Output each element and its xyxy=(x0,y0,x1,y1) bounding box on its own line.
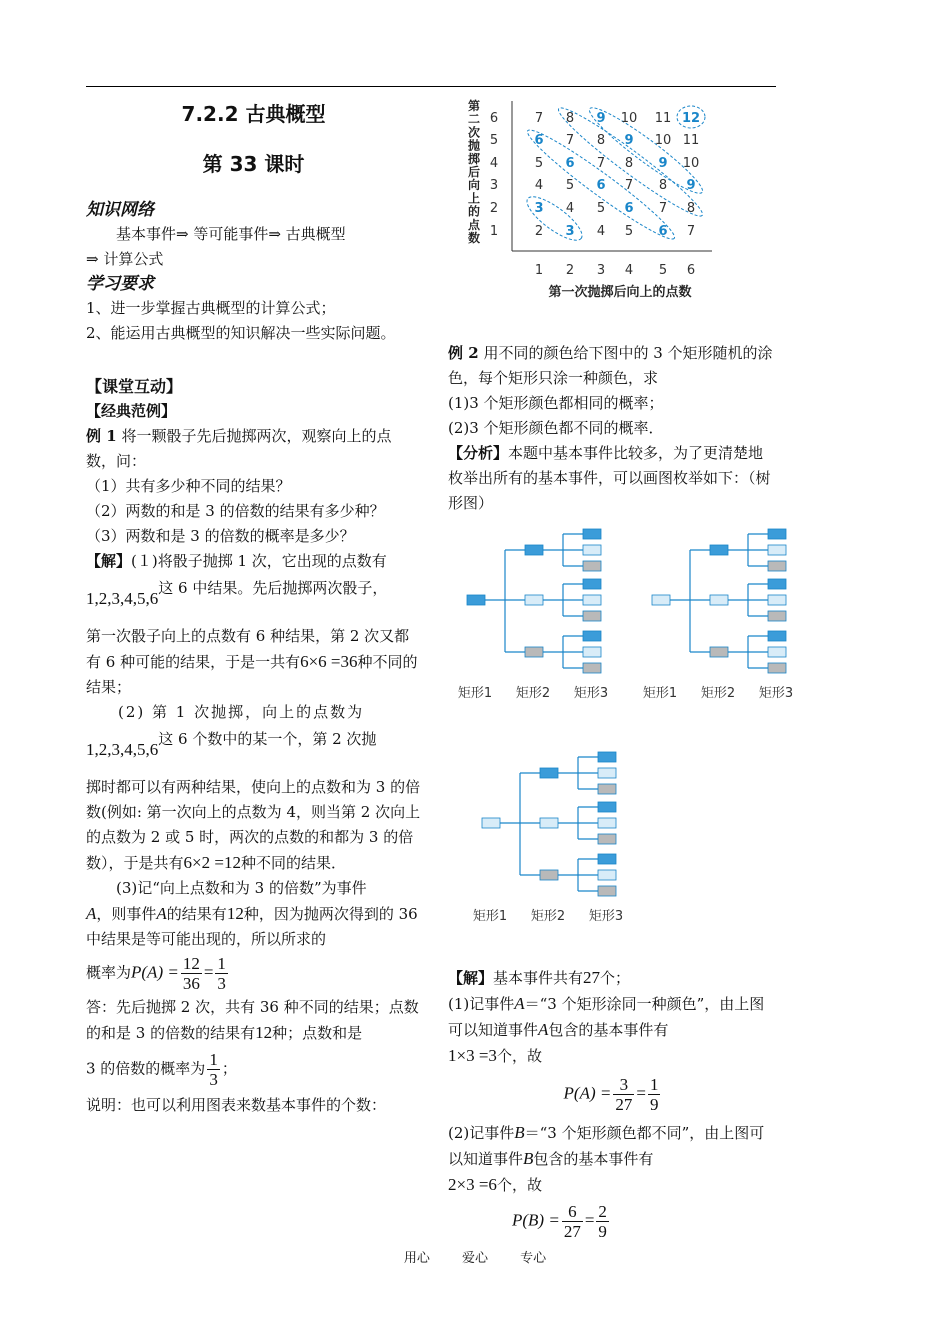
tree-node-rect3 xyxy=(598,768,616,778)
y-axis-label-char: 数 xyxy=(467,231,481,245)
x-axis-label: 第一次抛掷后向上的点数 xyxy=(548,285,692,300)
dice-sum-cell: 4 xyxy=(565,201,575,216)
x-tick-label: 3 xyxy=(596,263,606,278)
left-column xyxy=(86,100,421,1118)
tree-node-rect2 xyxy=(525,545,543,555)
dice-sum-cell: 6 xyxy=(658,224,668,239)
dice-sum-cell: 8 xyxy=(624,156,634,171)
tree-diagram-2 xyxy=(640,522,800,702)
tree-node-rect3 xyxy=(583,529,601,539)
tree-node-rect3 xyxy=(598,870,616,880)
tree-node-rect2 xyxy=(710,595,728,605)
dice-sum-cell: 6 xyxy=(565,156,575,171)
right-column xyxy=(448,341,778,516)
example2-label: 例 2 xyxy=(448,344,479,362)
tree-level-label: 矩形2 xyxy=(530,909,566,924)
dice-sum-cell: 5 xyxy=(596,201,606,216)
y-axis-label-char: 点 xyxy=(467,217,481,232)
dice-sum-cell: 7 xyxy=(658,201,668,216)
y-tick-label: 3 xyxy=(489,178,499,193)
tree-node-rect3 xyxy=(598,752,616,762)
dice-sum-cell: 6 xyxy=(624,201,634,216)
tree-node-rect2 xyxy=(525,647,543,657)
example2-q1: (1)3 个矩形颜色都相同的概率； xyxy=(448,394,664,412)
tree-diagram-3 xyxy=(470,745,630,925)
dice-sum-cell: 9 xyxy=(596,111,606,126)
tree-level-label: 矩形1 xyxy=(642,686,678,701)
tree-node-rect3 xyxy=(768,595,786,605)
dice-sum-cell: 10 xyxy=(620,111,638,126)
solution2-part1: (1)记事件A＝“3 个矩形涂同一种颜色”，由上图可以知道事件A包含的基本事件有 1×3 =3个，故 xyxy=(448,994,765,1065)
solution2-prob2: P(B) = $\frac{6}{27}$ = $\frac{2}{9}$ xyxy=(512,1202,607,1241)
x-tick-label: 5 xyxy=(658,263,668,278)
dice-sum-cell: 3 xyxy=(565,224,575,239)
tree-node-rect3 xyxy=(768,529,786,539)
y-tick-label: 4 xyxy=(489,156,499,171)
y-axis-label-char: 二 xyxy=(467,112,481,127)
dice-sum-cell: 10 xyxy=(654,133,672,148)
y-axis-label-char: 抛 xyxy=(467,138,481,153)
tree-node-rect3 xyxy=(768,611,786,621)
x-tick-label: 4 xyxy=(624,263,634,278)
dice-sum-cell: 8 xyxy=(596,133,606,148)
y-axis-label-char: 掷 xyxy=(467,151,481,166)
tree-node-rect3 xyxy=(583,631,601,641)
tree-node-rect3 xyxy=(583,561,601,571)
tree-node-rect3 xyxy=(583,663,601,673)
tree-level-label: 矩形2 xyxy=(515,686,551,701)
example2-q2: (2)3 个矩形颜色都不同的概率． xyxy=(448,419,664,437)
requirement-item: 2、能运用古典概型的知识解决一些实际问题。 xyxy=(86,324,396,342)
dice-sum-cell: 8 xyxy=(686,201,696,216)
tree-diagram-1 xyxy=(455,522,615,702)
tree-node-rect2 xyxy=(710,647,728,657)
x-tick-label: 2 xyxy=(565,263,575,278)
analysis-label: 【分析】 xyxy=(448,444,509,462)
tree-node-rect2 xyxy=(710,545,728,555)
y-axis-label-char: 上 xyxy=(467,191,481,206)
tree-node-rect3 xyxy=(768,647,786,657)
y-axis-label-char: 后 xyxy=(467,165,481,179)
solution1-set: 1,2,3,4,5,6这 6 中结果。先后抛掷两次骰子， xyxy=(86,579,388,608)
solution1-part1-cont: 第一次骰子向上的点数有 6 种结果，第 2 次又都有 6 种可能的结果，于是一共有6×6 =36种不同的结果； xyxy=(86,627,418,696)
dice-sum-chart xyxy=(462,96,752,306)
x-tick-label: 1 xyxy=(534,263,544,278)
dice-sum-cell: 7 xyxy=(534,111,544,126)
dice-sum-cell: 7 xyxy=(565,133,575,148)
knowledge-line1: 基本事件⇒ 等可能事件⇒ 古典概型 xyxy=(116,225,346,243)
solution2 xyxy=(448,965,778,1245)
dice-sum-cell: 6 xyxy=(534,133,544,148)
dice-sum-cell: 9 xyxy=(658,156,668,171)
tree-node-rect3 xyxy=(598,834,616,844)
tree-node-rect3 xyxy=(583,647,601,657)
tree-level-label: 矩形2 xyxy=(700,686,736,701)
tree-node-rect3 xyxy=(598,854,616,864)
dice-sum-cell: 9 xyxy=(686,178,696,193)
dice-sum-cell: 12 xyxy=(681,111,701,126)
tree-node-rect2 xyxy=(540,870,558,880)
sum-group-outline xyxy=(521,190,588,247)
tree-node-rect3 xyxy=(583,579,601,589)
footer-item: 专心 xyxy=(520,1251,547,1266)
y-axis-label-char: 次 xyxy=(467,125,481,140)
dice-sum-cell: 2 xyxy=(534,224,544,239)
dice-sum-cell: 8 xyxy=(658,178,668,193)
dice-sum-cell: 5 xyxy=(534,156,544,171)
tree-node-rect2 xyxy=(540,768,558,778)
tree-node-rect3 xyxy=(768,663,786,673)
y-tick-label: 1 xyxy=(489,224,499,239)
x-tick-label: 6 xyxy=(686,263,696,278)
dice-sum-cell: 5 xyxy=(624,224,634,239)
solution1-part2-cont: 掷时都可以有两种结果，使向上的点数和为 3 的倍数(例如: 第一次向上的点数为 4，则当第 2 次向上的点数为 2 或 5 时，两次的点数的和都为 3 的倍数），于是共有6×2 =12种不同的结果． xyxy=(86,778,421,872)
knowledge-heading: 知识网络 xyxy=(86,200,154,220)
tree-level-label: 矩形3 xyxy=(588,909,624,924)
y-tick-label: 6 xyxy=(489,111,499,126)
example1-q1: （1）共有多少种不同的结果？ xyxy=(86,477,291,495)
example1-label: 例 1 xyxy=(86,427,117,445)
dice-sum-cell: 4 xyxy=(534,178,544,193)
analysis: 【分析】本题中基本事件比较多，为了更清楚地枚举出所有的基本事件，可以画图枚举如下：（树形图） xyxy=(448,444,771,512)
dice-sum-cell: 9 xyxy=(624,133,634,148)
examples-heading: 【经典范例】 xyxy=(86,402,177,420)
answer1-prob: 3 的倍数的概率为 $\frac{1}{3}$ ； xyxy=(86,1050,237,1089)
tree-node-rect2 xyxy=(540,818,558,828)
tree-node-rect3 xyxy=(583,595,601,605)
interaction-heading: 【课堂互动】 xyxy=(86,377,183,396)
tree-node-rect3 xyxy=(768,631,786,641)
tree-node-rect1 xyxy=(482,818,500,828)
dice-sum-cell: 4 xyxy=(596,224,606,239)
tree-node-rect1 xyxy=(467,595,485,605)
footer xyxy=(0,1247,950,1266)
dice-sum-cell: 7 xyxy=(624,178,634,193)
dice-sum-cell: 11 xyxy=(682,133,700,148)
dice-sum-cell: 5 xyxy=(565,178,575,193)
dice-sum-cell: 8 xyxy=(565,111,575,126)
footer-item: 用心 xyxy=(403,1251,430,1266)
requirement-item: 1、进一步掌握古典概型的计算公式； xyxy=(86,299,336,317)
y-tick-label: 2 xyxy=(489,201,499,216)
note: 说明：也可以利用图表来数基本事件的个数： xyxy=(86,1096,387,1114)
tree-node-rect3 xyxy=(598,784,616,794)
solution1-probability: 概率为P(A) = $\frac{12}{36}$ = $\frac{1}{3}$ xyxy=(86,954,226,993)
solution1-set2: 1,2,3,4,5,6这 6 个数中的某一个，第 2 次抛 xyxy=(86,730,377,759)
solution2-intro: 【解】基本事件共有27个； xyxy=(448,968,631,987)
tree-node-rect2 xyxy=(525,595,543,605)
example1-text: 例 1 将一颗骰子先后抛掷两次，观察向上的点数，问： xyxy=(86,427,392,470)
tree-node-rect3 xyxy=(598,802,616,812)
dice-sum-cell: 7 xyxy=(686,224,696,239)
solution1-part2: (2) 第 1 次抛掷，向上的点数为 xyxy=(118,703,365,721)
y-tick-label: 5 xyxy=(489,133,499,148)
tree-node-rect3 xyxy=(598,886,616,896)
dice-sum-cell: 3 xyxy=(534,201,544,216)
tree-node-rect3 xyxy=(768,579,786,589)
dice-sum-cell: 7 xyxy=(596,156,606,171)
dice-sum-cell: 11 xyxy=(654,111,672,126)
tree-node-rect3 xyxy=(583,611,601,621)
header-rule xyxy=(86,86,776,87)
solution-label: 【解】 xyxy=(86,552,132,570)
answer1: 答：先后抛掷 2 次，共有 36 种不同的结果；点数的和是 3 的倍数的结果有12种；点数和是 xyxy=(86,998,419,1042)
y-axis-label-char: 向 xyxy=(467,178,481,193)
solution2-prob1: P(A) = $\frac{3}{27}$ = $\frac{1}{9}$ xyxy=(563,1075,659,1114)
tree-node-rect3 xyxy=(598,818,616,828)
solution1-part3: (3)记“向上点数和为 3 的倍数”为事件 A，则事件A的结果有12种，因为抛两次得到的 36 中结果是等可能出现的，所以所求的 xyxy=(86,879,418,948)
lesson-title: 第 33 课时 xyxy=(202,152,305,176)
tree-level-label: 矩形3 xyxy=(758,686,794,701)
tree-node-rect3 xyxy=(768,561,786,571)
tree-node-rect3 xyxy=(583,545,601,555)
requirements-heading: 学习要求 xyxy=(86,274,154,294)
footer-item: 爱心 xyxy=(461,1251,488,1266)
tree-node-rect3 xyxy=(768,545,786,555)
tree-level-label: 矩形1 xyxy=(457,686,493,701)
y-axis-label-char: 第 xyxy=(467,99,481,113)
dice-sum-cell: 6 xyxy=(596,178,606,193)
page-title: 7.2.2 古典概型 xyxy=(181,102,326,126)
solution2-label: 【解】 xyxy=(448,969,494,987)
solution1-part1: 【解】(１)将骰子抛掷 1 次，它出现的点数有 xyxy=(86,552,387,570)
y-axis-label-char: 的 xyxy=(467,204,481,219)
solution2-part2: (2)记事件B＝“3 个矩形颜色都不同”，由上图可以知道事件B包含的基本事件有 2×3 =6个，故 xyxy=(448,1123,765,1194)
knowledge-line2: ⇒ 计算公式 xyxy=(86,250,164,268)
dice-sum-cell: 10 xyxy=(682,156,700,171)
example1-q2: （2）两数的和是 3 的倍数的结果有多少种？ xyxy=(86,502,385,520)
tree-level-label: 矩形1 xyxy=(472,909,508,924)
example1-q3: （3）两数和是 3 的倍数的概率是多少？ xyxy=(86,527,355,545)
tree-node-rect1 xyxy=(652,595,670,605)
tree-level-label: 矩形3 xyxy=(573,686,609,701)
example2-text: 例 2 用不同的颜色给下图中的 3 个矩形随机的涂色，每个矩形只涂一种颜色，求 xyxy=(448,344,773,387)
